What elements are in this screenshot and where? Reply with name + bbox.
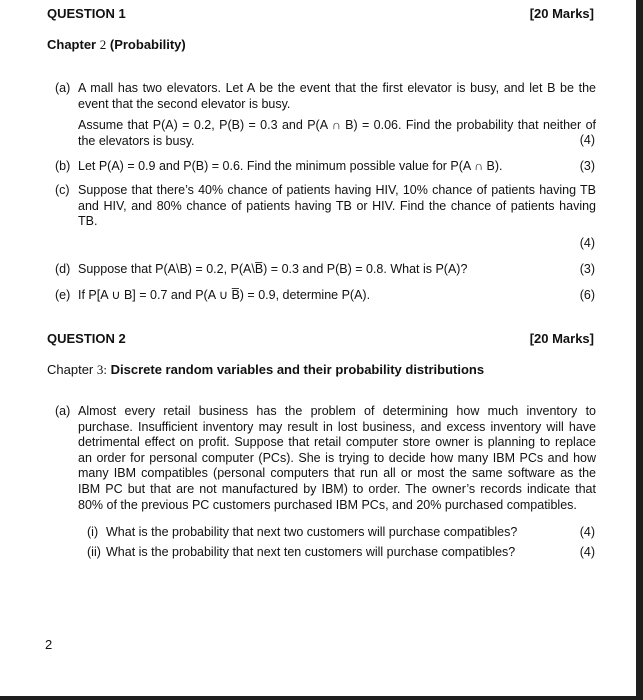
q1-part-a-text2: Assume that P(A) = 0.2, P(B) = 0.3 and P(A ∩ B) = 0.06. Find the probability that neither of the elevators is busy. <box>78 118 596 148</box>
chapter-prefix: Chapter <box>47 37 97 52</box>
chapter-title: (Probability) <box>109 37 186 52</box>
q1-part-b-marks: (3) <box>579 159 595 173</box>
q2-sub-i-marks: (4) <box>579 525 595 539</box>
q1-part-a-marks: (4) <box>579 133 595 147</box>
question-1-title: QUESTION 1 <box>47 6 126 21</box>
question-2-chapter <box>47 362 484 378</box>
q1-part-e-text: If P[A ∪ B] = 0.7 and P(A ∪ B̅) = 0.9, determine P(A). <box>78 288 371 302</box>
chapter-prefix: Chapter <box>47 362 94 377</box>
question-1-marks: [20 Marks] <box>529 6 594 21</box>
q1-part-a-text1: A mall has two elevators. Let A be the event that the first elevator is busy, and let B be the event that the second elevator is busy. <box>78 81 596 111</box>
screenshot-edge-right <box>636 0 643 700</box>
q1-part-c-label: (c) <box>55 183 70 197</box>
q2-sub-ii-text: What is the probability that next ten customers will purchase compatibles? <box>106 545 516 559</box>
q2-sub-i-text: What is the probability that next two customers will purchase compatibles? <box>106 525 518 539</box>
page-number: 2 <box>45 637 53 652</box>
chapter-number: 2 <box>99 37 107 52</box>
q1-part-b-text: Let P(A) = 0.9 and P(B) = 0.6. Find the minimum possible value for P(A ∩ B). <box>78 159 503 173</box>
q1-part-d-label: (d) <box>55 262 71 276</box>
q1-part-c-marks: (4) <box>579 236 595 250</box>
q2-sub-ii-marks: (4) <box>579 545 595 559</box>
question-1-chapter <box>47 37 186 53</box>
q1-part-b-label: (b) <box>55 159 71 173</box>
q1-part-e-marks: (6) <box>579 288 595 302</box>
q1-part-e-label: (e) <box>55 288 71 302</box>
q1-part-d-marks: (3) <box>579 262 595 276</box>
chapter-number: 3: <box>96 362 107 377</box>
q1-part-a-label: (a) <box>55 81 71 95</box>
question-2-marks: [20 Marks] <box>529 331 594 346</box>
question-2-title: QUESTION 2 <box>47 331 126 346</box>
q1-part-d-text: Suppose that P(A\B) = 0.2, P(A\B̅) = 0.3 and P(B) = 0.8. What is P(A)? <box>78 262 468 276</box>
q2-sub-i-label: (i) <box>87 525 99 539</box>
q2-part-a-label: (a) <box>55 404 71 418</box>
q2-part-a-text: Almost every retail business has the problem of determining how much inventory to purchase. Insufficient inventory may result in lost business, and excess inventory will have detrimental effect on profit. Suppose that retail computer store owner is planning to replace an order for personal computer (PCs). She is trying to decide how many IBM PCs and how many IBM compatibles (personal computers that run all or most the same software as the IBM PC but that are not manufactured by IBM) to order. The owner’s records indicate that 80% of the previous PC customers purchased IBM PCs, and 20% purchased compatibles. <box>78 404 596 512</box>
screenshot-edge-bottom <box>0 696 643 700</box>
chapter-title: Discrete random variables and their probability distributions <box>110 362 485 377</box>
q1-part-c-text: Suppose that there’s 40% chance of patients having HIV, 10% chance of patients having TB and HIV, and 80% chance of patients having TB or HIV. Find the chance of patients having TB. <box>78 183 596 229</box>
q2-sub-ii-label: (ii) <box>87 545 101 559</box>
